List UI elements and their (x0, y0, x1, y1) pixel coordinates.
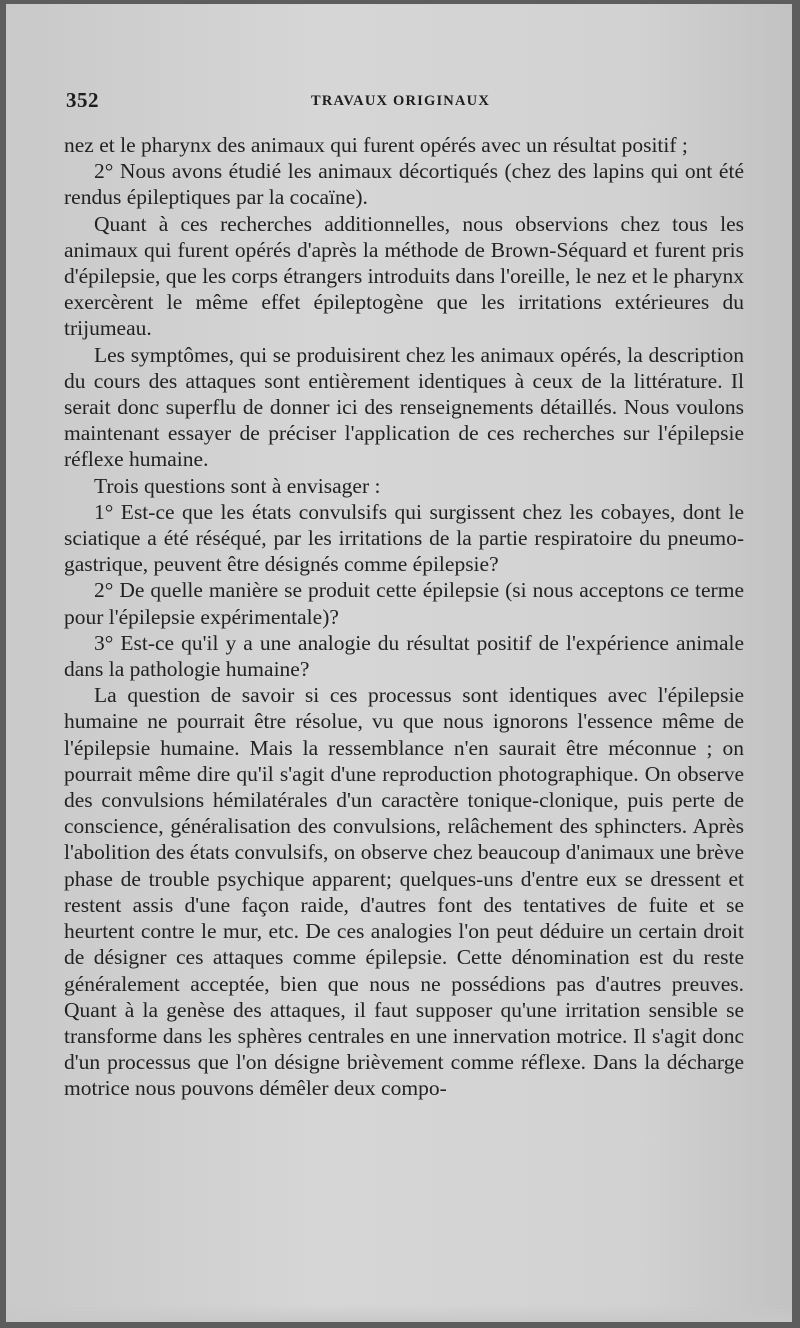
paragraph-item-2: 2° Nous avons étudié les animaux décortiqués (chez des lapins qui ont été rendus épileptiques par la cocaïne). (64, 159, 744, 210)
page-number: 352 (66, 88, 99, 112)
paragraph-continuation: nez et le pharynx des animaux qui furent opérés avec un résultat positif ; (64, 133, 688, 157)
page-bottom-shade (6, 1304, 792, 1322)
question-1: 1° Est-ce que les états convulsifs qui surgissent chez les cobayes, dont le sciatique a été réséqué, par les irritations de la partie respiratoire du pneumo-gastrique, peuvent être désignés comme épilepsie? (64, 499, 744, 577)
page-header (66, 88, 746, 118)
question-3: 3° Est-ce qu'il y a une analogie du résultat positif de l'expérience animale dans la pathologie humaine? (64, 630, 744, 682)
question-2: 2° De quelle manière se produit cette épilepsie (si nous acceptons ce terme pour l'épilepsie expérimentale)? (64, 578, 744, 629)
body-text (64, 132, 744, 1102)
paragraph-symptoms: Les symptômes, qui se produisirent chez les animaux opérés, la description du cours des attaques sont entièrement identiques à ceux de la littérature. Il serait donc superflu de donner ici des renseignements détaillés. Nous voulons maintenant essayer de préciser l'application de ces recherches sur l'épilepsie réflexe humaine. (64, 342, 744, 472)
paragraph-discussion: La question de savoir si ces processus sont identiques avec l'épilepsie humaine ne pourrait être résolue, vu que nous ignorons l'essence même de l'épilepsie humaine. Mais la ressemblance n'en saurait être méconnue ; on pourrait même dire qu'il s'agit d'une reproduction photographique. On observe des convulsions hémilatérales d'un caractère tonique-clonique, puis perte de conscience, généralisation des convulsions, relâchement des sphincters. Après l'abolition des états convulsifs, on observe chez beaucoup d'animaux une brève phase de trouble psychique apparent; quelques-uns d'entre eux se dressent et restent assis d'une façon raide, d'autres font des tentatives de fuite et se heurtent contre le mur, etc. De ces analogies l'on peut déduire un certain droit de désigner ces attaques comme épilepsie. Cette dénomination est du reste généralement acceptée, bien que nous ne possédions pas d'autres preuves. Quant à la genèse des attaques, il faut supposer qu'une irritation sensible se transforme dans les sphères centrales en une innervation motrice. Il s'agit donc d'un processus que l'on désigne brièvement comme réflexe. Dans la décharge motrice nous pouvons démêler deux compo- (64, 683, 744, 1101)
book-page (6, 4, 792, 1322)
paragraph-additional-research: Quant à ces recherches additionnelles, nous observions chez tous les animaux qui furent opérés d'après la méthode de Brown-Séquard et furent pris d'épilepsie, que les corps étrangers introduits dans l'oreille, le nez et le pharynx exercèrent le même effet épileptogène que les irritations extérieures du trijumeau. (64, 211, 745, 341)
paragraph-three-questions: Trois questions sont à envisager : (94, 473, 381, 498)
running-head: TRAVAUX ORIGINAUX (311, 93, 490, 109)
